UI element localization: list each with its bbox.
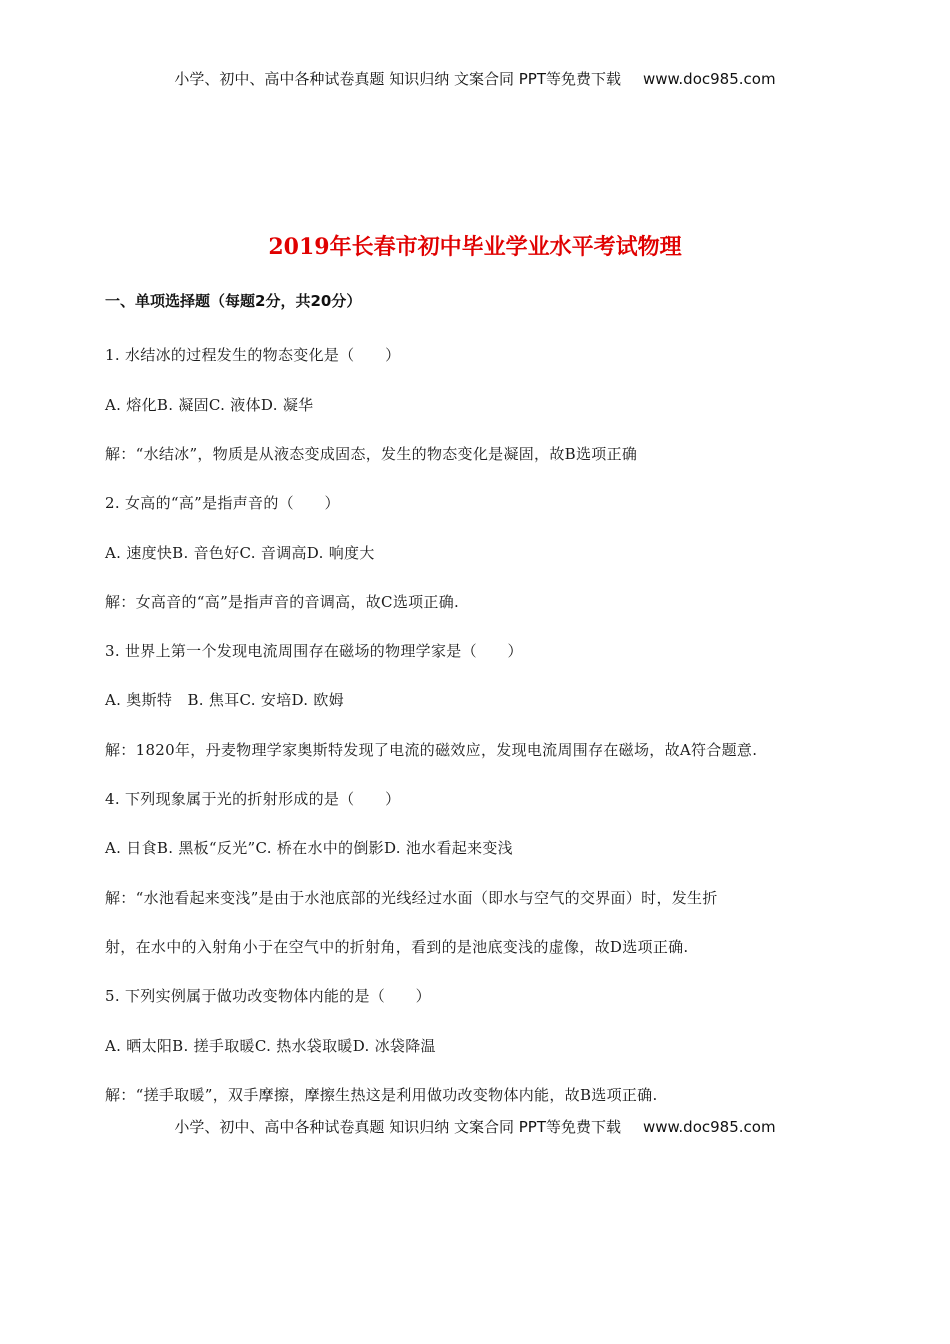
question-3: 3. 世界上第一个发现电流周围存在磁场的物理学家是（ ）: [105, 642, 523, 660]
footer-text: 小学、初中、高中各种试卷真题 知识归纳 文案合同 PPT等免费下载: [174, 1118, 621, 1136]
question-5-solution: 解：“搓手取暖”，双手摩擦，摩擦生热这是利用做功改变物体内能，故B选项正确.: [105, 1086, 658, 1104]
question-2-options: A. 速度快B. 音色好C. 音调高D. 响度大: [105, 544, 375, 562]
question-2: 2. 女高的“高”是指声音的（ ）: [105, 494, 340, 512]
question-5-options: A. 晒太阳B. 搓手取暖C. 热水袋取暖D. 冰袋降温: [105, 1037, 436, 1055]
page-footer: [0, 1116, 950, 1137]
question-1-options: A. 熔化B. 凝固C. 液体D. 凝华: [105, 396, 314, 414]
question-3-solution: 解：1820年，丹麦物理学家奥斯特发现了电流的磁效应，发现电流周围存在磁场，故A符合题意.: [105, 741, 758, 759]
question-5: 5. 下列实例属于做功改变物体内能的是（ ）: [105, 987, 431, 1005]
question-2-solution: 解：女高音的“高”是指声音的音调高，故C选项正确.: [105, 593, 460, 611]
question-1-solution: 解：“水结冰”，物质是从液态变成固态，发生的物态变化是凝固，故B选项正确: [105, 445, 638, 463]
question-4-solution-line-1: 解：“水池看起来变浅”是由于水池底部的光线经过水面（即水与空气的交界面）时，发生折: [105, 889, 718, 907]
section-heading: 一、单项选择题（每题2分，共20分）: [105, 292, 362, 310]
question-4-options: A. 日食B. 黑板“反光”C. 桥在水中的倒影D. 池水看起来变浅: [105, 839, 513, 857]
footer-site-link[interactable]: www.doc985.com: [642, 1118, 776, 1136]
question-4-solution-line-2: 射，在水中的入射角小于在空气中的折射角，看到的是池底变浅的虚像，故D选项正确.: [105, 938, 689, 956]
question-3-options: A. 奥斯特 B. 焦耳C. 安培D. 欧姆: [105, 691, 345, 709]
header-text: 小学、初中、高中各种试卷真题 知识归纳 文案合同 PPT等免费下载: [174, 70, 621, 88]
header-site-link[interactable]: www.doc985.com: [642, 70, 776, 88]
question-1: 1. 水结冰的过程发生的物态变化是（ ）: [105, 346, 401, 364]
document-title: 2019年长春市初中毕业学业水平考试物理: [268, 234, 682, 260]
page-header: [0, 68, 950, 89]
question-4: 4. 下列现象属于光的折射形成的是（ ）: [105, 790, 401, 808]
